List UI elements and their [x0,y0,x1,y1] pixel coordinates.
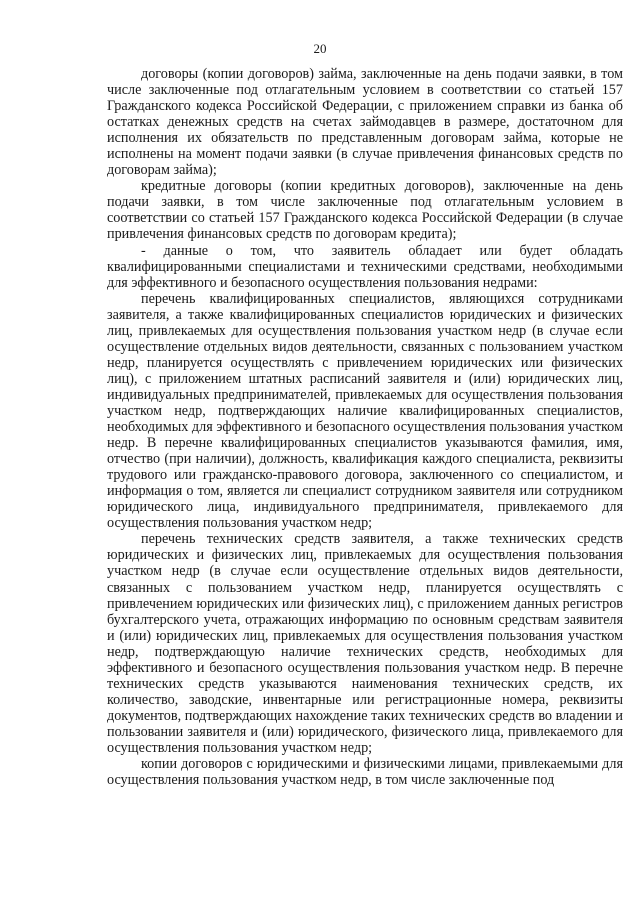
paragraph-qualified-staff-and-means: - данные о том, что заявитель обладает или будет обладать квалифицированными специалистами и техническими средствами, необходимыми для эффективного и безопасного осуществления пользования недрами: [107,242,623,291]
paragraph-loan-agreements: договоры (копии договоров) займа, заключенные на день подачи заявки, в том числе заключенные под отлагательным условием в соответствии со статьей 157 Гражданского кодекса Российской Федерации, с приложением справки из банка об остатках денежных средств на счетах займодавцев в размере, достаточном для исполнения их обязательств по представленным договорам займа, которые не исполнены на момент подачи заявки (в случае привлечения финансовых средств по договорам займа); [107,66,623,179]
document-body [107,66,623,788]
page-number: 20 [313,41,327,56]
paragraph-technical-means-list: перечень технических средств заявителя, а также технических средств юридических и физических лиц, привлекаемых для осуществления пользования участком недр (в случае если осуществление отдельных видов деятельности, связанных с пользованием участком недр, планируется осуществлять с привлечением юридических или физических лиц), с приложением данных регистров бухгалтерского учета, отражающих информацию по основным средствам заявителя и (или) юридических лиц, привлекаемых для осуществления пользования участком недр, подтверждающую наличие технических средств, необходимых для эффективного и безопасного осуществления пользования участком недр. В перечне технических средств указываются наименования технических средств, их количество, заводские, инвентарные или регистрационные номера, реквизиты документов, подтверждающих нахождение таких технических средств во владении и пользовании заявителя и (или) юридического, физического лица, привлекаемого для осуществления пользования участком недр; [107,531,623,756]
paragraph-contract-copies: копии договоров с юридическими и физическими лицами, привлекаемыми для осуществления пользования участком недр, в том числе заключенные под [107,756,623,789]
paragraph-credit-agreements: кредитные договоры (копии кредитных договоров), заключенные на день подачи заявки, в том числе заключенные под отлагательным условием в соответствии со статьей 157 Гражданского кодекса Российской Федерации (в случае привлечения финансовых средств по договорам кредита); [107,178,623,243]
paragraph-specialists-list: перечень квалифицированных специалистов, являющихся сотрудниками заявителя, а также квалифицированных специалистов юридических и физических лиц, привлекаемых для осуществления пользования участком недр (в случае если осуществление отдельных видов деятельности, связанных с пользованием участком недр, планируется осуществлять с привлечением юридических или физических лиц), с приложением штатных расписаний заявителя и (или) юридических лиц, индивидуальных предпринимателей, привлекаемых для осуществления пользования участком недр, подтверждающих наличие квалифицированных специалистов, необходимых для эффективного и безопасного осуществления пользования участком недр. В перечне квалифицированных специалистов указываются фамилия, имя, отчество (при наличии), должность, квалификация каждого специалиста, реквизиты трудового или гражданско-правового договора, заключенного со специалистом, и информация о том, является ли специалист сотрудником заявителя или сотрудником юридического лица, индивидуального предпринимателя, привлекаемого для осуществления пользования участком недр; [107,290,623,532]
